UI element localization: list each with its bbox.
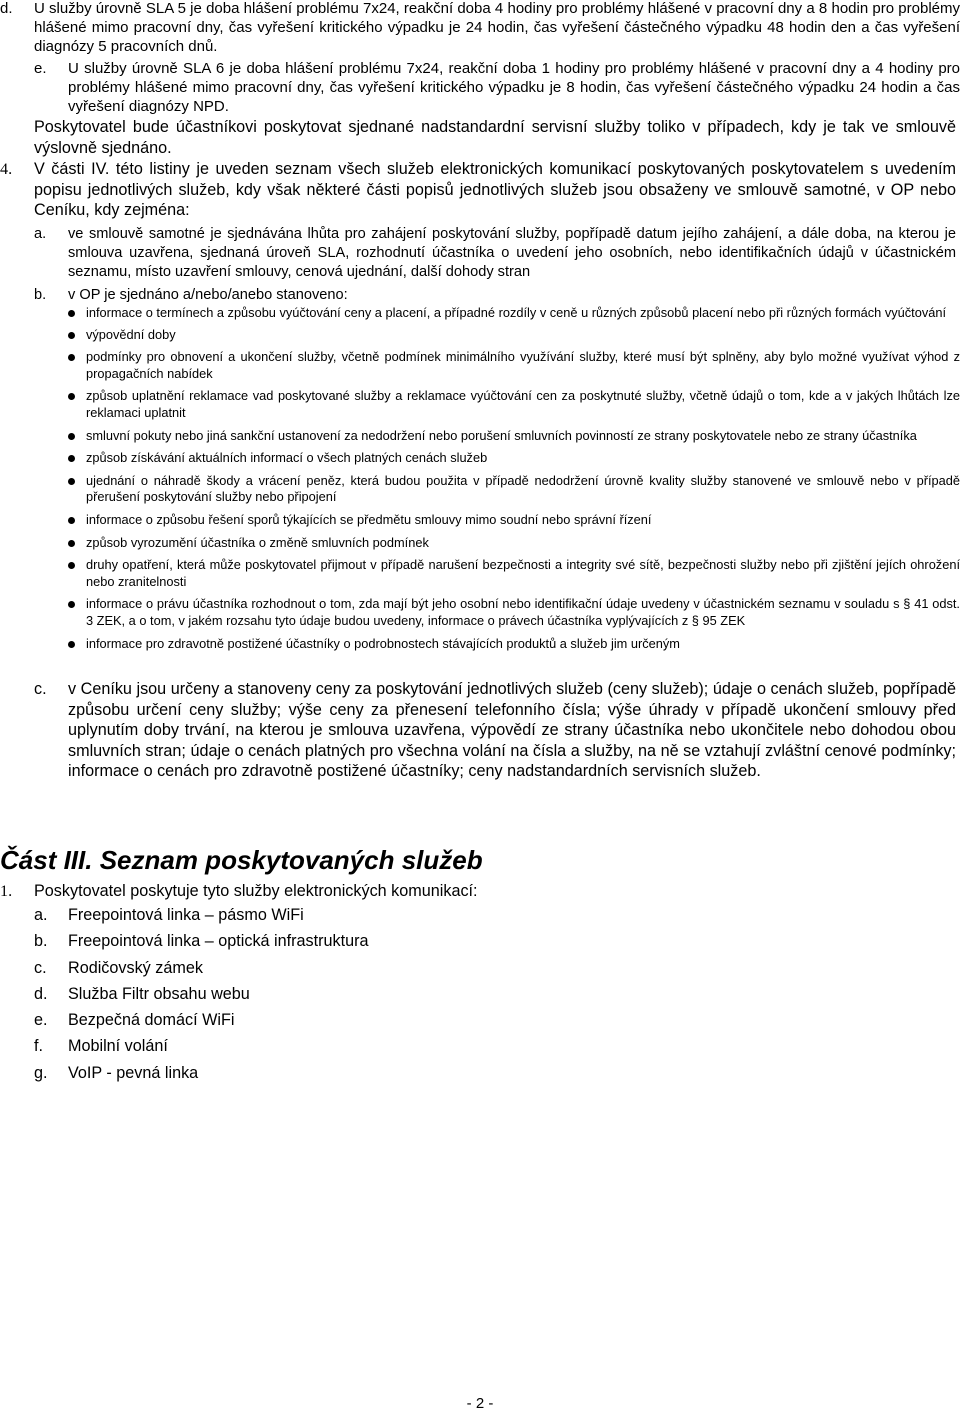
section-heading: Část III. Seznam poskytovaných služeb	[0, 845, 483, 875]
item-text: V části IV. této listiny je uveden seznam všech služeb elektronických komunikací poskytovaných poskytovatelem s uvedením popisu jednotlivých služeb, kdy však některé části popisů jednotlivých služeb jsou obsaženy ve smlouvě samotné, v OP nebo Ceníku, kdy zejména:	[34, 160, 956, 220]
service-item	[0, 957, 956, 980]
item-letter: b.	[34, 932, 48, 951]
list-item	[86, 636, 960, 653]
bullet-icon	[68, 393, 75, 400]
section-item-4c	[0, 679, 956, 782]
list-item-text: způsob uplatnění reklamace vad poskytované služby a reklamace vyúčtování cen za poskytnuté služby, včetně údajů o tom, kde a v jakých lhůtách lze reklamaci uplatnit	[86, 388, 960, 420]
sla-item-e	[0, 59, 960, 117]
section-item-4b	[0, 286, 956, 305]
list-item-text: podmínky pro obnovení a ukončení služby, včetně podmínek minimálního využívání služby, které musí být splněny, aby bylo možné využívat výhod z propagačních nabídek	[86, 349, 960, 381]
service-item	[0, 983, 956, 1006]
service-label: Freepointová linka – pásmo WiFi	[68, 906, 304, 924]
item-letter: c.	[34, 680, 47, 698]
item-letter: g.	[34, 1063, 48, 1082]
list-item-text: informace o způsobu řešení sporů týkajících se předmětu smlouvy mimo soudní nebo správní řízení	[86, 511, 652, 527]
list-item-text: výpovědní doby	[86, 326, 176, 342]
item-number: 4.	[0, 160, 13, 178]
service-label: Bezpečná domácí WiFi	[68, 1011, 235, 1030]
service-item	[0, 1035, 956, 1058]
item-text: Poskytovatel poskytuje tyto služby elektronických komunikací:	[34, 882, 478, 900]
bullet-icon	[68, 354, 75, 361]
list-item-text: informace o právu účastníka rozhodnout o tom, zda mají být jeho osobní nebo identifikační údaje uvedeny v účastnickém seznamu v souladu s § 41 odst. 3 ZEK, a o tom, v jakém rozsahu tyto údaje budou uvedeny, informace o právech účastníka vyplývajících z § 95 ZEK	[86, 596, 960, 628]
part3-item-1	[0, 881, 956, 902]
sla-item-d	[0, 0, 960, 57]
item-letter: f.	[34, 1037, 43, 1056]
list-item-text: druhy opatření, která může poskytovatel přijmout v případě narušení bezpečnosti a integrity své sítě, bezpečnosti služby nebo při zjištění jejích ohrožení nebo zranitelnosti	[86, 557, 960, 589]
item-text: v Ceníku jsou určeny a stanoveny ceny za poskytování jednotlivých služeb (ceny služeb); údaje o cenách služeb, popřípadě způsobu určení ceny služby; výše ceny za přenesení telefonního čísla; výše úhrady v případě ukončení smlouvy před uplynutím doby trvání, na kterou je smlouva uzavřena, výpovědí ze strany účastníka nebo ukončitele nebo dohodou obou smluvních stran; údaje o cenách platných pro všechna volání na čísla a služby, na ně se vztahují zvláštní cenové podmínky; informace o cenách pro zdravotně postižené účastníky; ceny nadstandardních servisních služeb.	[68, 680, 956, 781]
list-item	[86, 557, 960, 590]
item-letter: b.	[34, 287, 47, 303]
section-item-4	[0, 159, 956, 221]
item-letter: a.	[34, 226, 47, 242]
item-letter: a.	[34, 906, 48, 924]
list-item	[86, 512, 960, 529]
page-number: - 2 -	[466, 1395, 494, 1412]
list-item	[86, 428, 960, 445]
item-number: 1.	[0, 882, 13, 900]
sla-list	[0, 0, 960, 116]
list-item-text: způsob vyrozumění účastníka o změně smluvních podmínek	[86, 534, 429, 550]
sla-item-text: U služby úrovně SLA 6 je doba hlášení problému 7x24, reakční doba 1 hodiny pro problémy hlášené v pracovní dny a 4 hodiny pro problémy hlášené mimo pracovní dny, čas vyřešení kritického výpadku je 8 hodin, čas vyřešení částečného výpadku 24 hodin a čas vyřešení diagnózy NPD.	[68, 59, 960, 116]
sla-item-marker: e.	[34, 59, 47, 77]
list-item	[86, 596, 960, 629]
sla-item-text: U služby úrovně SLA 5 je doba hlášení problému 7x24, reakční doba 4 hodiny pro problémy hlášené v pracovní dny a 8 hodin pro problémy hlášené mimo pracovní dny, čas vyřešení kritického výpadku je 24 hodin, čas vyřešení částečného výpadku 48 hodin den a čas vyřešení diagnózy 5 pracovních dnů.	[34, 0, 960, 56]
service-label: Mobilní volání	[68, 1037, 168, 1056]
list-item	[86, 388, 960, 421]
list-item	[86, 450, 960, 467]
service-label: Služba Filtr obsahu webu	[68, 984, 250, 1003]
service-item	[0, 1062, 956, 1085]
list-item-text: informace o termínech a způsobu vyúčtování ceny a placení, a případné rozdíly v ceně u různých způsobů placení nebo při různých formách vyúčtování	[86, 305, 947, 320]
service-item	[0, 904, 956, 927]
bullet-icon	[68, 455, 75, 462]
bullet-icon	[68, 433, 75, 440]
service-item	[0, 1009, 956, 1032]
bullet-icon	[68, 562, 75, 569]
service-label: Rodičovský zámek	[68, 958, 203, 977]
bullet-icon	[68, 332, 75, 339]
bullet-icon	[68, 641, 75, 648]
op-bullet-list	[86, 305, 960, 656]
service-label: VoIP - pevná linka	[68, 1063, 199, 1082]
item-letter: d.	[34, 984, 48, 1003]
bullet-icon	[68, 517, 75, 524]
list-item	[86, 349, 960, 382]
list-item-text: způsob získávání aktuálních informací o všech platných cenách služeb	[86, 450, 488, 466]
service-label: Freepointová linka – optická infrastruktura	[68, 932, 369, 951]
item-text: v OP je sjednáno a/nebo/anebo stanoveno:	[68, 287, 348, 303]
sla-item-marker: d.	[0, 0, 13, 17]
services-paragraph: Poskytovatel bude účastníkovi poskytovat sjednané nadstandardní servisní služby toliko v případech, kdy je tak ve smlouvě výslovně sjednáno.	[34, 118, 956, 157]
list-item	[86, 535, 960, 552]
item-text: ve smlouvě samotné je sjednávána lhůta pro zahájení poskytování služby, popřípadě datum jejího zahájení, a dále doba, na kterou je smlouva uzavřena, sjednaná úroveň SLA, rozhodnutí účastníka o uvedení jeho osobních, nebo identifikačních údajů v účastnickém seznamu, místo uzavření smlouvy, cenová ujednání, další dohody stran	[68, 226, 956, 281]
item-letter: c.	[34, 958, 47, 977]
section-item-4a	[0, 225, 956, 283]
list-item-text: informace pro zdravotně postižené účastníky o podrobnostech stávajících produktů a služeb jim určeným	[86, 635, 680, 651]
bullet-icon	[68, 540, 75, 547]
list-item-text: smluvní pokuty nebo jiná sankční ustanovení za nedodržení nebo porušení smluvních povinností ze strany poskytovatele nebo ze strany účastníka	[86, 427, 917, 443]
bullet-icon	[68, 601, 75, 608]
bullet-icon	[68, 478, 75, 485]
list-item	[86, 473, 960, 506]
item-letter: e.	[34, 1011, 48, 1030]
list-item-text: ujednání o náhradě škody a vrácení peněz, která budou použita v případě nedodržení úrovně kvality služby stanovené ve smlouvě nebo v případě přerušení poskytování služby nebo připojení	[86, 472, 960, 505]
bullet-icon	[68, 310, 75, 317]
services-list	[0, 904, 960, 1088]
list-item	[86, 327, 960, 344]
service-item	[0, 930, 956, 953]
list-item	[86, 305, 960, 322]
